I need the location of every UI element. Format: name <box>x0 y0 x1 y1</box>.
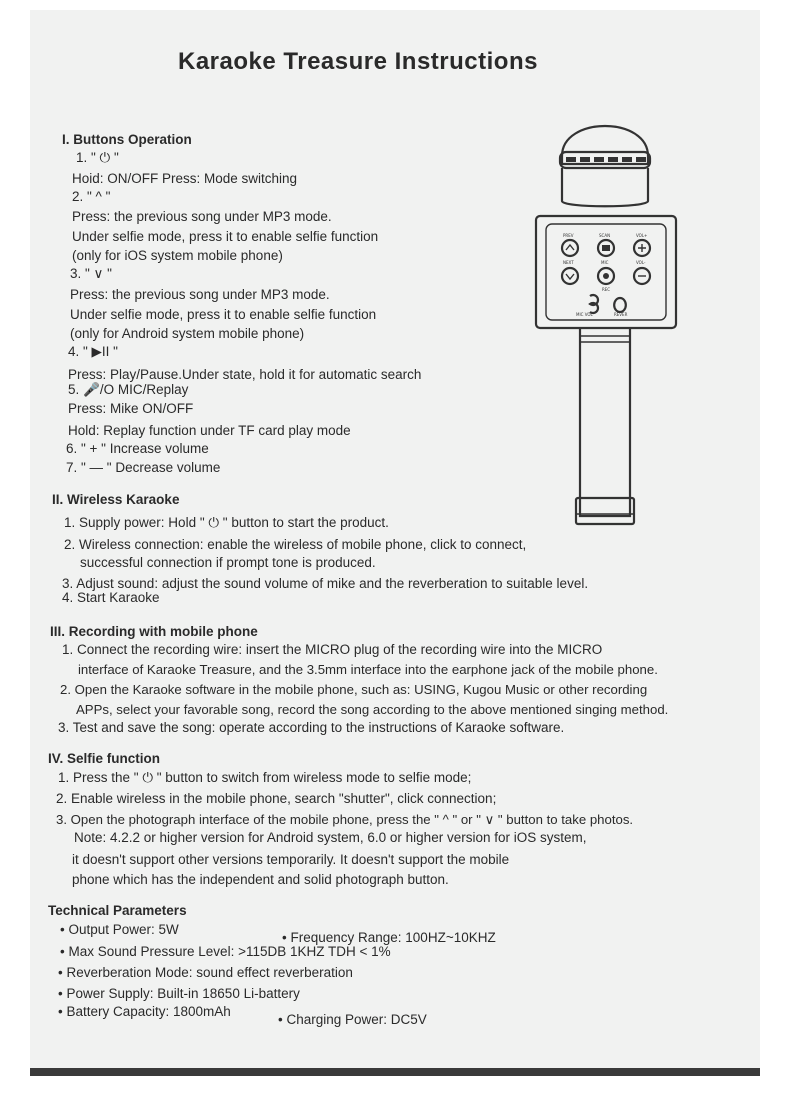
item-line: it doesn't support other versions temporarily. It doesn't support the mobile <box>72 852 510 867</box>
item-line: 4. Start Karaoke <box>62 590 160 605</box>
label-rec: REC <box>602 287 611 292</box>
item-line: 1. Press the " ⏻ " button to switch from wireless mode to selfie mode; <box>58 770 472 785</box>
item-line: Under selfie mode, press it to enable selfie function <box>72 229 379 244</box>
item-line: 3. Open the photograph interface of the mobile phone, press the " ^ " or " ∨ " button to take photos. <box>56 812 634 827</box>
mic-handle-icon <box>580 328 630 516</box>
page-shadow <box>30 1068 760 1076</box>
section-heading-buttons: I. Buttons Operation <box>62 132 192 147</box>
item-line: 2. Wireless connection: enable the wireless of mobile phone, click to connect, <box>64 537 527 552</box>
item-line: Note: 4.2.2 or higher version for Android system, 6.0 or higher version for iOS system, <box>74 830 587 845</box>
item-line: Hold: Replay function under TF card play mode <box>68 423 351 438</box>
section-heading-recording: III. Recording with mobile phone <box>50 624 258 639</box>
label-scan: SCAN <box>599 233 611 238</box>
section-heading-wireless: II. Wireless Karaoke <box>52 492 180 507</box>
prev-button-icon <box>562 240 578 256</box>
item-line: Hoid: ON/OFF Press: Mode switching <box>72 171 298 186</box>
item-line: 3. " ∨ " <box>70 266 112 281</box>
next-button-icon <box>562 268 578 284</box>
item-line: 2. Enable wireless in the mobile phone, search "shutter", click connection; <box>56 791 497 806</box>
item-line: 3. Adjust sound: adjust the sound volume of mike and the reverberation to suitable level. <box>62 576 589 591</box>
label-next: NEXT <box>563 260 574 265</box>
item-line: 1. Supply power: Hold " ⏻ " button to start the product. <box>64 515 389 530</box>
item-line: APPs, select your favorable song, record the song according to the above mentioned singing method. <box>76 702 669 717</box>
item-line: interface of Karaoke Treasure, and the 3.5mm interface into the earphone jack of the mobile phone. <box>78 662 658 677</box>
spec-line: • Max Sound Pressure Level: >115DB 1KHZ TDH < 1% <box>60 944 391 959</box>
spec-line: • Power Supply: Built-in 18650 Li-battery <box>58 986 300 1001</box>
item-line: (only for Android system mobile phone) <box>70 326 305 341</box>
microphone-illustration <box>520 96 690 536</box>
item-line: Under selfie mode, press it to enable selfie function <box>70 307 377 322</box>
item-line: 2. " ^ " <box>72 189 111 204</box>
reverb-knob-icon <box>614 298 626 312</box>
item-line: Press: the previous song under MP3 mode. <box>72 209 332 224</box>
item-line: 5. 🎤/O MIC/Replay <box>68 382 189 397</box>
section-heading-technical: Technical Parameters <box>48 903 187 918</box>
item-line: 6. " + " Increase volume <box>66 441 209 456</box>
item-line: 1. Connect the recording wire: insert the MICRO plug of the recording wire into the MICRO <box>62 642 603 657</box>
spec-line: • Output Power: 5W <box>60 922 179 937</box>
spec-line: • Battery Capacity: 1800mAh <box>58 1004 231 1019</box>
item-line: Press: Mike ON/OFF <box>68 401 194 416</box>
item-line: 4. " ▶II " <box>68 344 118 359</box>
item-line: 1. " ⏻ " <box>76 150 119 165</box>
spec-line: • Reverberation Mode: sound effect reverberation <box>58 965 353 980</box>
mic-volume-knob-icon <box>590 295 598 313</box>
spec-line: • Charging Power: DC5V <box>278 1012 427 1027</box>
item-line: phone which has the independent and solid photograph button. <box>72 872 449 887</box>
item-line: 7. " — " Decrease volume <box>66 460 221 475</box>
item-line: 2. Open the Karaoke software in the mobile phone, such as: USING, Kugou Music or other recording <box>60 682 648 697</box>
spec-line: • Frequency Range: 100HZ~10KHZ <box>282 930 496 945</box>
label-vol-plus: VOL+ <box>636 233 648 238</box>
item-line: 3. Test and save the song: operate according to the instructions of Karaoke software. <box>58 720 565 735</box>
item-line: successful connection if prompt tone is produced. <box>80 555 376 570</box>
mic-base-icon <box>576 498 634 524</box>
item-line: (only for iOS system mobile phone) <box>72 248 283 263</box>
page-title: Karaoke Treasure Instructions <box>178 48 538 75</box>
label-reverb: REVER <box>614 312 628 317</box>
mic-led-ring-icon <box>566 157 646 162</box>
label-mic: MIC <box>601 260 609 265</box>
section-heading-selfie: IV. Selfie function <box>48 751 161 766</box>
label-mic-vol: MIC VOL <box>576 312 593 317</box>
label-prev: PREV <box>563 233 574 238</box>
label-vol-minus: VOL- <box>636 260 646 265</box>
item-line: Press: the previous song under MP3 mode. <box>70 287 330 302</box>
item-line: Press: Play/Pause.Under state, hold it for automatic search <box>68 367 422 382</box>
